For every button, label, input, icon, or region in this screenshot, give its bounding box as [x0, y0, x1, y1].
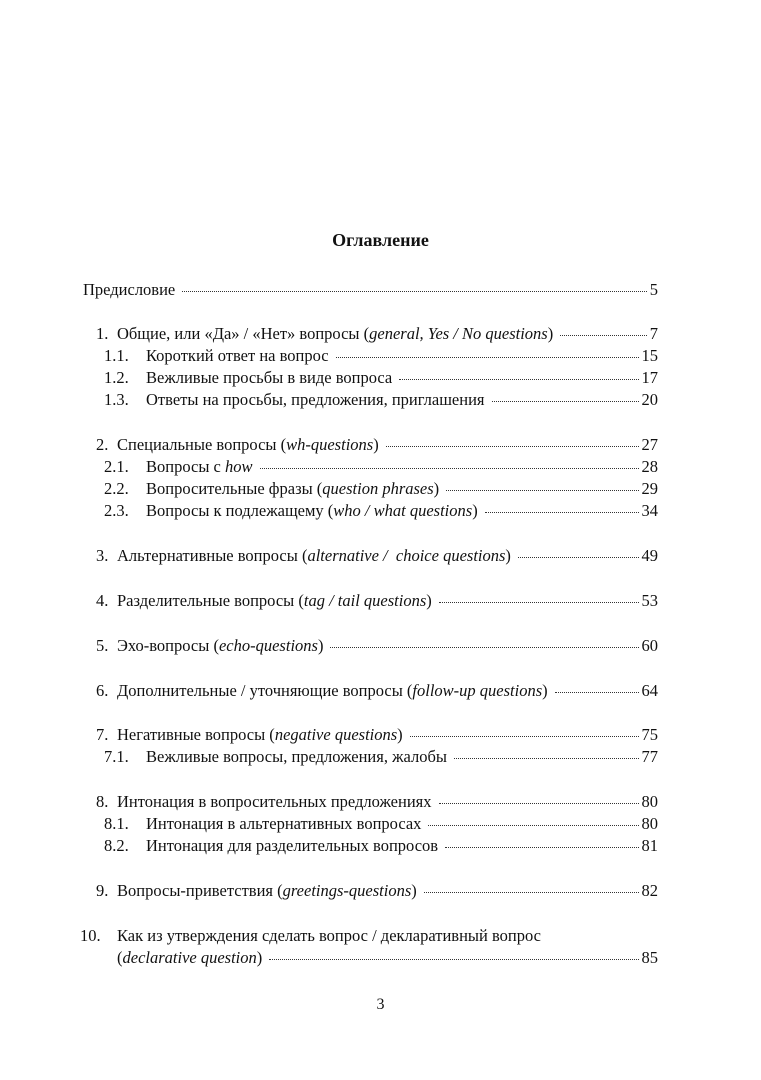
toc-entry-label: Вежливые вопросы, предложения, жалобы [146, 747, 447, 766]
toc-entry-label: Вопросительные фразы (question phrases) [146, 479, 440, 498]
toc-entry-page: 81 [641, 836, 658, 855]
toc-entry-number: 1.1. [104, 346, 129, 365]
toc-entry-number: 2.2. [104, 479, 129, 498]
toc-entry [96, 590, 658, 612]
toc-entry-label: Вежливые просьбы в виде вопроса [146, 368, 393, 387]
dot-leader [445, 843, 638, 848]
dot-leader [399, 375, 638, 380]
toc-entry-label: Вопросы с how [146, 457, 253, 476]
dot-leader [439, 598, 639, 603]
toc-entry-number: 5. [96, 636, 109, 655]
toc-entry-page: 85 [641, 948, 658, 967]
toc-entry-continuation [117, 947, 658, 969]
toc-entry [104, 813, 658, 835]
toc-entry-page: 5 [649, 280, 658, 299]
toc-entry-page: 28 [641, 457, 658, 476]
toc-entry [104, 389, 658, 411]
toc-entry-page: 75 [641, 725, 658, 744]
toc-entry-label: Вопросы к подлежащему (who / what questions) [146, 501, 478, 520]
toc-entry [104, 367, 658, 389]
toc-entry-number: 2.1. [104, 457, 129, 476]
toc-entry-page: 20 [641, 390, 658, 409]
toc-entry-label: Разделительные вопросы (tag / tail questions) [117, 591, 432, 610]
dot-leader [260, 464, 639, 469]
toc-entry-label: Общие, или «Да» / «Нет» вопросы (general, Yes / No questions) [117, 324, 554, 343]
toc-entry-page: 29 [641, 479, 658, 498]
toc-entry-number: 1.3. [104, 390, 129, 409]
toc-entry-label: Ответы на просьбы, предложения, приглашения [146, 390, 485, 409]
toc-entry-number: 8. [96, 792, 109, 811]
toc-entry-label: Специальные вопросы (wh-questions) [117, 435, 379, 454]
toc-entry-label: Интонация для разделительных вопросов [146, 836, 439, 855]
toc-entry-number: 2.3. [104, 501, 129, 520]
toc-entry-number: 2. [96, 435, 109, 454]
toc-entry-page: 53 [641, 591, 658, 610]
toc-entry-label: Альтернативные вопросы (alternative / choice questions) [117, 546, 511, 565]
toc-entry-page: 60 [641, 636, 658, 655]
toc-entry-page: 77 [641, 747, 658, 766]
dot-leader [492, 397, 639, 402]
toc-entry-number: 9. [96, 881, 109, 900]
dot-leader [330, 643, 638, 648]
toc-entry-number: 1.2. [104, 368, 129, 387]
dot-leader [518, 553, 639, 558]
toc-entry [96, 791, 658, 813]
toc-entry-page: 80 [641, 814, 658, 833]
toc-entry [96, 724, 658, 746]
toc-entry [96, 323, 658, 345]
toc-entry-page: 27 [641, 435, 658, 454]
toc-entry-label: Негативные вопросы (negative questions) [117, 725, 403, 744]
toc-entry [104, 456, 658, 478]
dot-leader [269, 955, 638, 960]
dot-leader [560, 331, 647, 336]
toc-entry-page: 49 [641, 546, 658, 565]
dot-leader [454, 754, 639, 759]
toc-entry [96, 880, 658, 902]
toc-entry-number: 4. [96, 591, 109, 610]
toc-entry-number: 8.1. [104, 814, 129, 833]
toc-entry-label: Дополнительные / уточняющие вопросы (follow-up questions) [117, 681, 548, 700]
toc-entry-page: 64 [641, 681, 658, 700]
toc-entry [104, 746, 658, 768]
toc-entry-number: 8.2. [104, 836, 129, 855]
toc-entry [96, 545, 658, 567]
toc-entry-page: 34 [641, 501, 658, 520]
toc-entry-label: Эхо-вопросы (echo-questions) [117, 636, 324, 655]
toc-entry [104, 345, 658, 367]
toc-entry [96, 680, 658, 702]
dot-leader [485, 508, 639, 513]
dot-leader [446, 486, 638, 491]
toc-entry-label: Интонация в вопросительных предложениях [117, 792, 432, 811]
toc-entry-number: 6. [96, 681, 109, 700]
toc-entry-page: 7 [649, 324, 658, 343]
toc-entry-number: 7. [96, 725, 109, 744]
toc-entry-label: Как из утверждения сделать вопрос / декларативный вопрос [117, 926, 541, 945]
toc-entry-label: Интонация в альтернативных вопросах [146, 814, 422, 833]
dot-leader [336, 353, 639, 358]
toc-entry-page: 82 [641, 881, 658, 900]
dot-leader [555, 688, 639, 693]
toc-entry [104, 835, 658, 857]
toc-entry-label: Вопросы-приветствия (greetings-questions) [117, 881, 417, 900]
dot-leader [410, 732, 639, 737]
toc-entry-label-continuation: (declarative question) [117, 948, 263, 967]
toc-entry-number: 7.1. [104, 747, 129, 766]
toc-entry [96, 434, 658, 456]
toc-entry-label: Короткий ответ на вопрос [146, 346, 329, 365]
toc-entry-number: 1. [96, 324, 109, 343]
dot-leader [182, 287, 647, 292]
toc-entry [96, 635, 658, 657]
toc-entry-page: 15 [641, 346, 658, 365]
page-number: 3 [376, 996, 385, 1013]
toc-entry [83, 279, 658, 301]
toc-entry-number: 3. [96, 546, 109, 565]
toc-entry-number: 10. [80, 926, 101, 945]
dot-leader [439, 799, 639, 804]
dot-leader [424, 888, 639, 893]
toc-title: Оглавление [332, 230, 429, 250]
toc-entry [80, 925, 658, 947]
toc-entry [104, 500, 658, 522]
toc-entry-page: 80 [641, 792, 658, 811]
toc-entry-label: Предисловие [83, 280, 176, 299]
toc-entry-page: 17 [641, 368, 658, 387]
toc-entry [104, 478, 658, 500]
dot-leader [428, 821, 638, 826]
dot-leader [386, 442, 639, 447]
